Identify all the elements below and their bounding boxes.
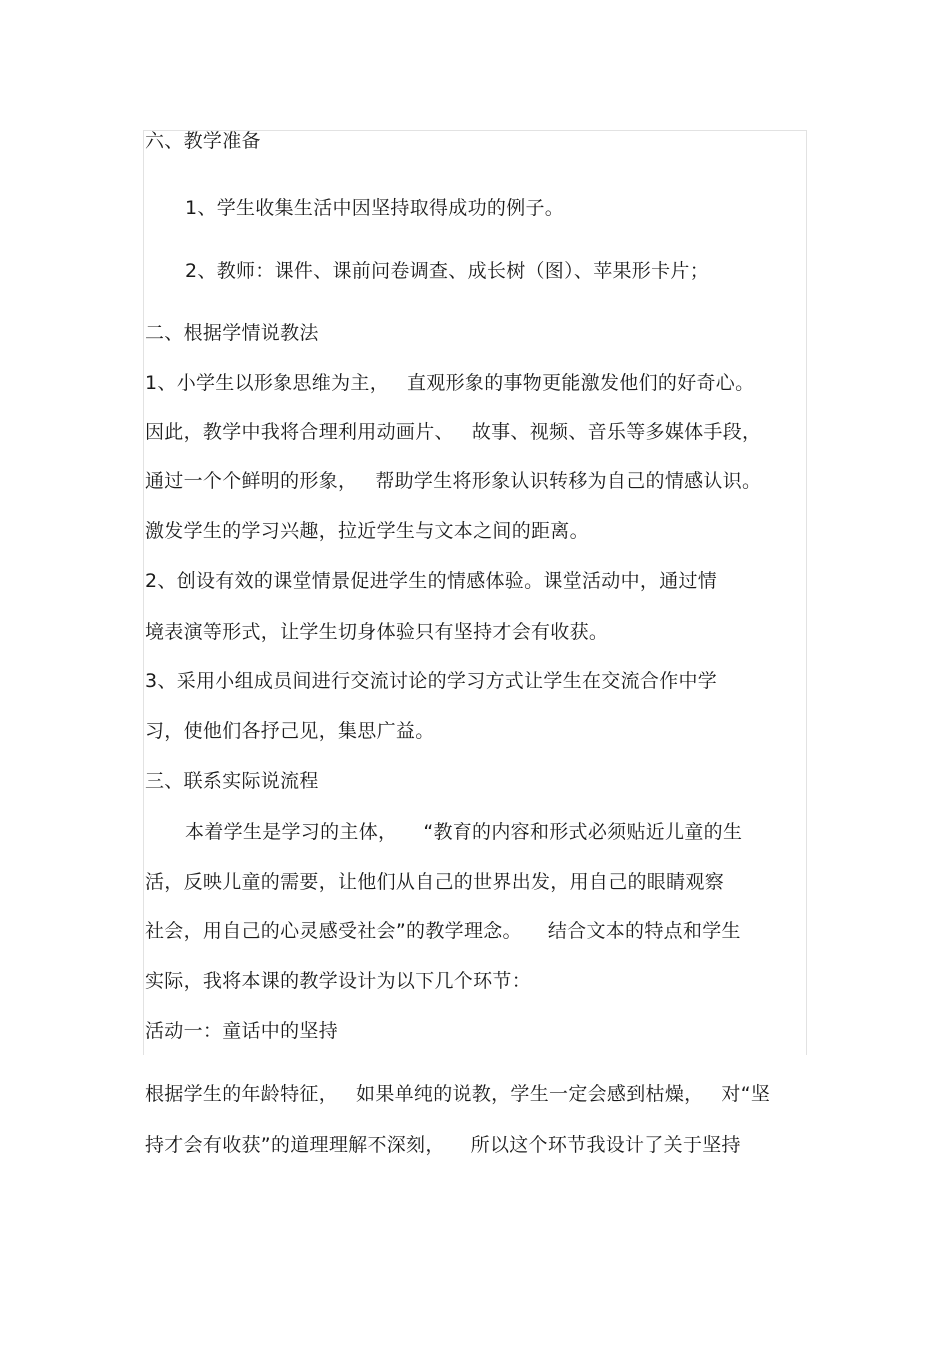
flow-p1-line1-part-a: 本着学生是学习的主体， [185,821,398,843]
flow-p1-line4: 实际，我将本课的教学设计为以下几个环节： [145,970,532,992]
method-p1-line2-part-a: 因此，教学中我将合理利用动画片、 [145,421,454,443]
activity-heading: 活动一：童话中的坚持 [145,1020,339,1042]
flow-p1-line3 [145,919,741,943]
method-p3-line1: 3、采用小组成员间进行交流讨论的学习方式让学生在交流合作中学 [145,670,718,692]
prep-item-2: 2、教师：课件、课前问卷调查、成长树（图）、苹果形卡片； [185,260,709,282]
frame-right-border [806,130,807,1055]
prep-heading: 六、教学准备 [145,130,261,152]
method-p1-line3-part-a: 通过一个个鲜明的形象， [145,470,358,492]
method-p1-line2-part-b: 故事、视频、音乐等多媒体手段， [471,421,762,443]
method-p1-line3 [145,469,761,493]
flow-p1-line1 [185,820,742,844]
method-p1-line1 [145,371,754,395]
activity-p-line1-part-c: 对“坚 [721,1083,771,1105]
activity-p-line2-part-b: 所以这个环节我设计了关于坚持 [470,1134,741,1156]
activity-p-line1-part-a: 根据学生的年龄特征， [145,1083,339,1105]
method-p2-line1: 2、创设有效的课堂情景促进学生的情感体验。课堂活动中，通过情 [145,570,718,592]
method-p1-line3-part-b: 帮助学生将形象认识转移为自己的情感认识。 [375,470,762,492]
method-p1-line4: 激发学生的学习兴趣，拉近学生与文本之间的距离。 [145,520,589,542]
flow-p1-line3-part-b: 结合文本的特点和学生 [547,920,741,942]
method-p1-line2 [145,420,761,444]
method-p1-line1-part-a: 1、小学生以形象思维为主， [145,372,389,394]
flow-heading: 三、联系实际说流程 [145,770,319,792]
flow-p1-line2: 活，反映儿童的需要，让他们从自己的世界出发，用自己的眼睛观察 [145,871,725,893]
activity-p-line1-part-b: 如果单纯的说教，学生一定会感到枯燥， [356,1083,704,1105]
activity-p-line2-part-a: 持才会有收获”的道理理解不深刻， [145,1134,445,1156]
flow-p1-line3-part-a: 社会，用自己的心灵感受社会”的教学理念。 [145,920,522,942]
activity-p-line2 [145,1133,741,1157]
method-p2-line2: 境表演等形式，让学生切身体验只有坚持才会有收获。 [145,621,609,643]
prep-item-1: 1、学生收集生活中因坚持取得成功的例子。 [185,197,565,219]
flow-p1-line1-part-b: “教育的内容和形式必须贴近儿童的生 [423,821,743,843]
method-heading: 二、根据学情说教法 [145,322,319,344]
frame-left-border [143,130,144,1055]
activity-p-line1 [145,1082,770,1106]
method-p1-line1-part-b: 直观形象的事物更能激发他们的好奇心。 [407,372,755,394]
method-p3-line2: 习，使他们各抒己见，集思广益。 [145,720,435,742]
